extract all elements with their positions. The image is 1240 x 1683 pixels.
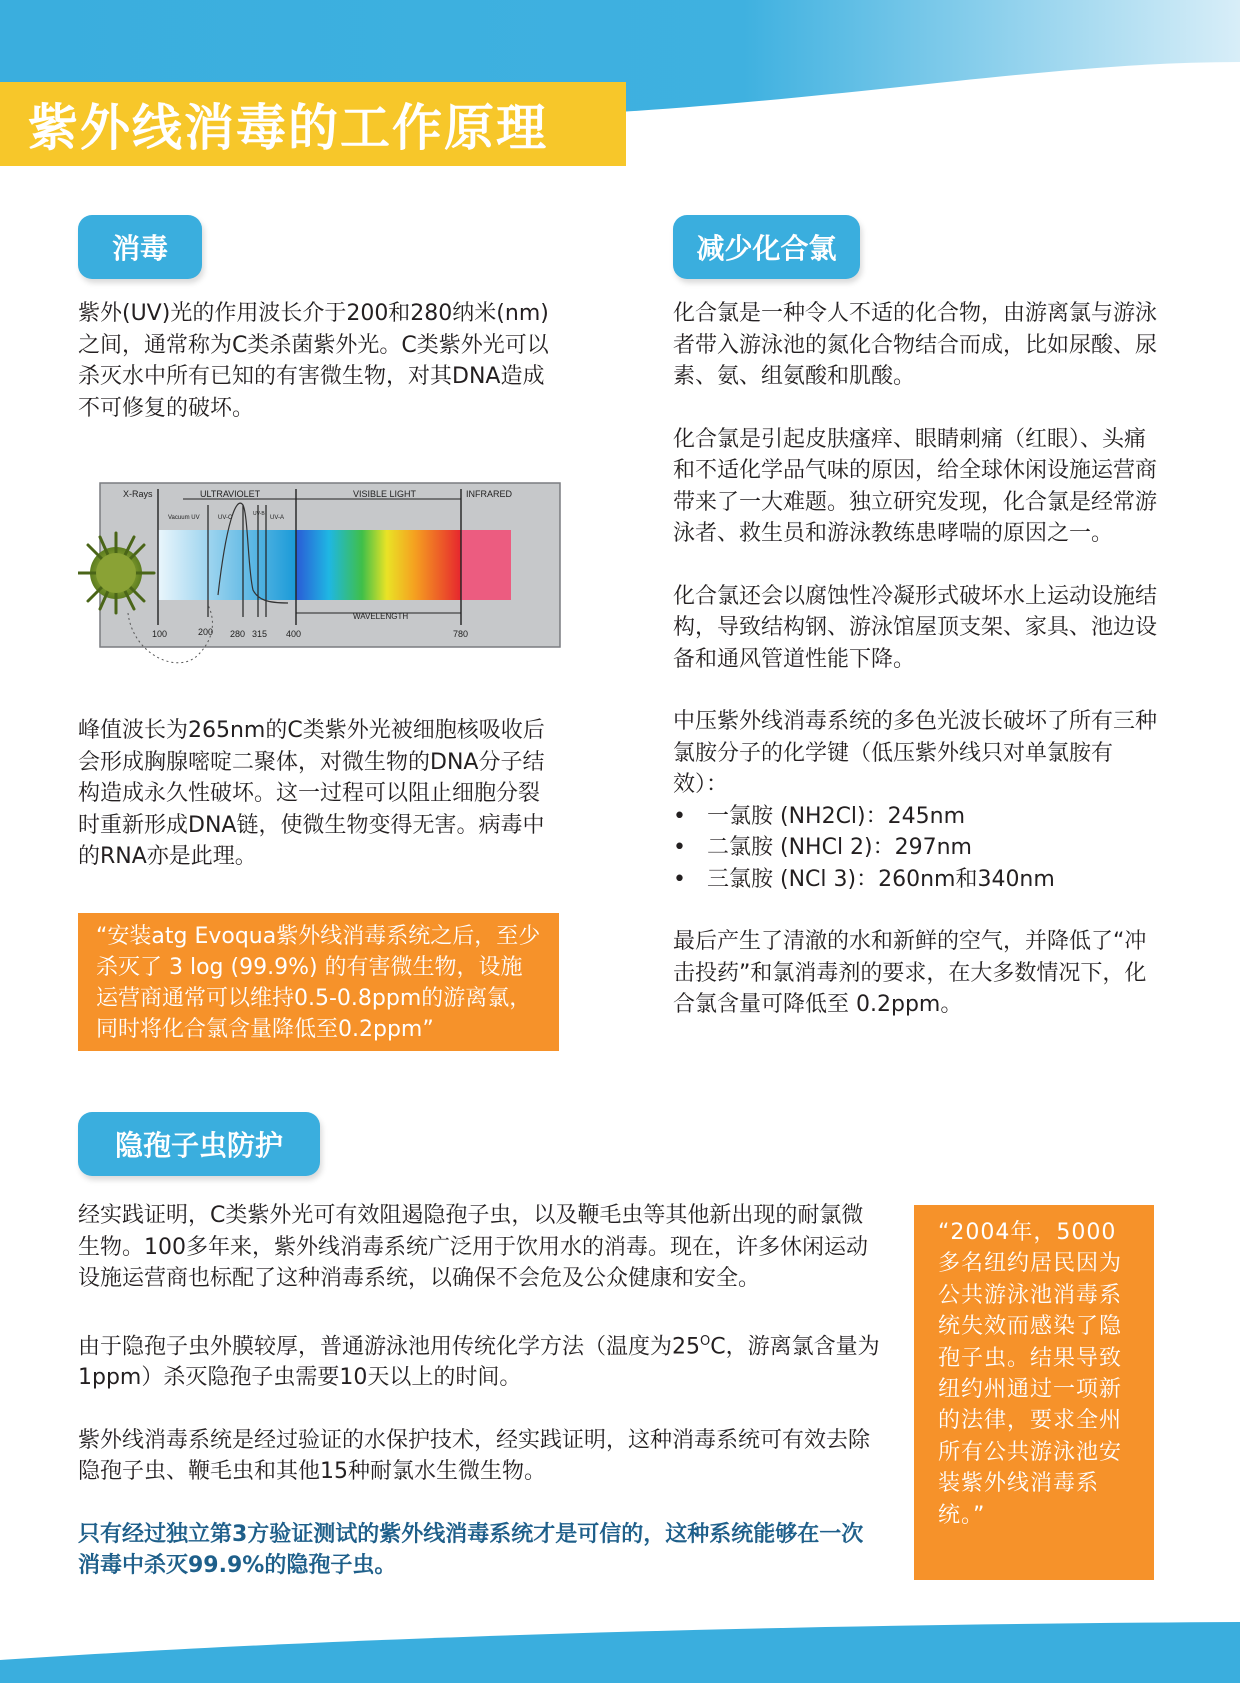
- band-label-infrared: INFRARED: [466, 489, 513, 499]
- disinfection-intro: [78, 298, 560, 424]
- crypto-quote-text: “2004年，5000多名纽约居民因为公共游泳池消毒系统失效而感染了隐孢子虫。结果导致纽约州通过一项新的法律，要求全州所有公共游泳池安装紫外线消毒系统。”: [938, 1220, 1123, 1528]
- list-item: [673, 864, 1161, 896]
- disinfection-intro-text: 紫外(UV)光的作用波长介于200和280纳米(nm)之间，通常称为C类杀菌紫外光。C类紫外光可以杀灭水中所有已知的有害微生物，对其DNA造成不可修复的破坏。: [78, 301, 549, 421]
- chloramine-p3: 化合氯还会以腐蚀性冷凝形式破坏水上运动设施结构，导致结构钢、游泳馆屋顶支架、家具、池边设备和通风管道性能下降。: [673, 583, 1158, 672]
- subband-uvb: UV-B: [253, 511, 265, 517]
- crypto-p2-b: C，游离氯含量为1ppm）杀灭隐孢子虫需要10天以上的时间。: [78, 1333, 880, 1391]
- disinfection-quote-box: [78, 913, 559, 1051]
- bullet-icon: •: [673, 866, 686, 892]
- band-label-xrays: X-Rays: [123, 489, 153, 499]
- crypto-p3: 紫外线消毒系统是经过验证的水保护技术，经实践证明，这种消毒系统可有效去除隐孢子虫、鞭毛虫和其他15种耐氯水生微生物。: [78, 1427, 871, 1485]
- tick-100: 100: [152, 629, 168, 639]
- uv-spectrum-diagram: [78, 475, 578, 685]
- bullet-icon: •: [673, 835, 686, 860]
- bullet-text: 一氯胺 (NH2Cl)：245nm: [707, 803, 965, 829]
- page-title: 紫外线消毒的工作原理: [28, 99, 548, 157]
- uv-band: [158, 530, 296, 600]
- degree-sup: O: [700, 1333, 711, 1349]
- crypto-p4-emphasis: 只有经过独立第3方验证测试的紫外线消毒系统才是可信的，这种系统能够在一次消毒中杀灭99.9%的隐孢子虫。: [78, 1521, 864, 1579]
- tick-315: 315: [252, 629, 268, 639]
- crypto-p2-a: 由于隐孢子虫外膜较厚，普通游泳池用传统化学方法（温度为25: [78, 1333, 700, 1359]
- tick-400: 400: [286, 629, 302, 639]
- disinfection-body-text: 峰值波长为265nm的C类紫外光被细胞核吸收后会形成胸腺嘧啶二聚体，对微生物的DNA分子结构造成永久性破坏。这一过程可以阻止细胞分裂时重新形成DNA链，使微生物变得无害。病毒中的RNA亦是此理。: [78, 718, 545, 869]
- footer-wave: [0, 1600, 1240, 1683]
- chloramine-p5: 最后产生了清澈的水和新鲜的空气，并降低了“冲击投药”和氯消毒剂的要求，在大多数情况下，化合氯含量可降低至 0.2ppm。: [673, 929, 1147, 1017]
- crypto-quote-box: [914, 1205, 1154, 1580]
- tick-780: 780: [453, 629, 469, 639]
- tick-200: 200: [198, 627, 214, 637]
- subband-uvc: UV-C: [218, 515, 233, 521]
- list-item: [673, 801, 1161, 833]
- bullet-text: 二氯胺 (NHCl 2)：297nm: [707, 835, 972, 860]
- chloramine-p2: 化合氯是引起皮肤瘙痒、眼睛刺痛（红眼）、头痛和不适化学品气味的原因，给全球休闲设施运营商带来了一大难题。独立研究发现，化合氯是经常游泳者、救生员和游泳教练患哮喘的原因之一。: [673, 426, 1158, 546]
- crypto-content: [78, 1200, 884, 1582]
- crypto-p1: 经实践证明，C类紫外光可有效阻遏隐孢子虫，以及鞭毛虫等其他新出现的耐氯微生物。100多年来，紫外线消毒系统广泛用于饮用水的消毒。现在，许多休闲运动设施运营商也标配了这种消毒系统，以确保不会危及公众健康和安全。: [78, 1203, 868, 1291]
- infrared-band: [461, 530, 511, 600]
- bullet-text: 三氯胺 (NCl 3)：260nm和340nm: [707, 866, 1055, 892]
- disinfection-body: [78, 715, 560, 873]
- section-heading-crypto: 隐孢子虫防护: [78, 1112, 320, 1176]
- chloramine-p1: 化合氯是一种令人不适的化合物，由游离氯与游泳者带入游泳池的氮化合物结合而成，比如尿酸、尿素、氨、组氨酸和肌酸。: [673, 301, 1158, 389]
- crypto-p2: [78, 1326, 884, 1394]
- band-label-uv: ULTRAVIOLET: [200, 489, 261, 499]
- microbe-icon: [78, 533, 154, 613]
- visible-band: [296, 530, 461, 600]
- axis-label-wavelength: WAVELENGTH: [353, 612, 409, 621]
- chloramine-p4: 中压紫外线消毒系统的多色光波长破坏了所有三种氯胺分子的化学键（低压紫外线只对单氯胺有效）：: [673, 709, 1158, 797]
- subband-uva: UV-A: [270, 515, 285, 521]
- band-label-visible: VISIBLE LIGHT: [353, 489, 417, 499]
- disinfection-quote-text: “安装atg Evoqua紫外线消毒系统之后，至少杀灭了 3 log (99.9%) 的有害微生物，设施运营商通常可以维持0.5-0.8ppm的游离氯，同时将化合氯含量降低至0.2ppm”: [96, 924, 541, 1042]
- list-item: [673, 832, 1161, 864]
- tick-280: 280: [230, 629, 246, 639]
- subband-vacuum: Vacuum UV: [168, 515, 200, 521]
- section-heading-chloramine: 减少化合氯: [673, 215, 860, 279]
- chloramine-bullet-list: [673, 801, 1161, 896]
- bullet-icon: •: [673, 803, 686, 829]
- section-heading-disinfection: 消毒: [78, 215, 202, 279]
- chloramine-content: [673, 298, 1161, 1021]
